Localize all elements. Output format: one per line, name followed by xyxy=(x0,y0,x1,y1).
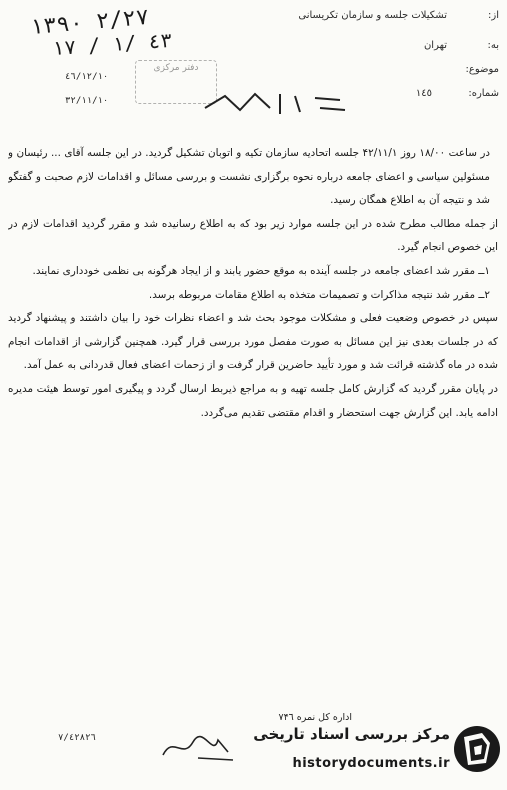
date-line-1: ٤٦/١٢/١٠ xyxy=(65,72,109,82)
sender-label: از: xyxy=(488,10,499,21)
paragraph-1: در ساعت ۱۸/۰۰ روز ۴۲/۱۱/۱ جلسه اتحادیه سازمان تکیه و اتوبان تشکیل گردید. در این جلسه آقای ... رئیسان و مسئولین سیاسی و اعضای جامعه درباره نحوه برگزاری نشست و بررسی مسائل و اقدامات لازم صحبت و گفتگو شد و نتیجه آن به اطلاع همگان رسید. xyxy=(8,147,490,207)
handwritten-number-1: ٢/٢٧ ١٣٩٠ xyxy=(29,4,151,41)
signature xyxy=(158,730,238,765)
subject-label: موضوع: xyxy=(465,64,499,75)
place-label: به: xyxy=(487,40,499,51)
archive-logo xyxy=(253,723,502,783)
number-label: شماره: xyxy=(468,88,499,99)
logo-text-en: historydocuments.ir xyxy=(292,756,450,771)
paragraph-2: از جمله مطالب مطرح شده در این جلسه موارد زیر بود که به اطلاع رسانیده شد و مقرر گردید اقدامات لازم در این خصوص انجام گیرد. xyxy=(8,217,498,254)
footer-reference: اداره کل نمره ۷۴٦ xyxy=(278,712,352,723)
paragraph-3: ۱ــ مقرر شد اعضای جامعه در جلسه آینده به موقع حضور یابند و از ایجاد هرگونه بی نظمی خودداری نمایند. xyxy=(32,264,490,277)
archive-emblem-icon xyxy=(452,723,502,775)
sender-value: تشکیلات جلسه و سازمان تکریسانی xyxy=(298,10,447,21)
place-value: تهران xyxy=(423,40,447,51)
paragraph-6: در پایان مقرر گردید که گزارش کامل جلسه تهیه و به مراجع ذیربط ارسال گردد و پیگیری امور توسط هیئت مدیره ادامه یابد. این گزارش جهت استحضار و اقدام مقتضی تقدیم می‌گردد. xyxy=(8,382,498,419)
paragraph-4: ۲ــ مقرر شد نتیجه مذاکرات و تصمیمات متخذه به اطلاع مقامات مربوطه برسد. xyxy=(148,288,490,301)
letter-body xyxy=(8,142,498,702)
logo-text-fa: مرکز بررسی اسناد تاریخی xyxy=(253,725,450,743)
date-line-2: ٣٢/١١/١٠ xyxy=(65,96,109,106)
paragraph-5: سپس در خصوص وضعیت فعلی و مشکلات موجود بحث شد و اعضاء نظرات خود را بیان داشتند و پیشنهاد گردید که در جلسات بعدی نیز این مسائل به صورت مفصل مورد بررسی قرار گیرد. همچنین گزارشی از اقدامات انجام شده در ماه گذشته قرائت شد و مورد تأیید حاضرین قرار گرفت و از زحمات اعضای فعال قدردانی به عمل آمد. xyxy=(8,312,498,372)
footer-code: ۷/٤٢٨٢٦ xyxy=(58,733,96,743)
stamp-text: دفتر مرکزی xyxy=(153,63,199,73)
number-value: ١٤٥ xyxy=(415,88,432,99)
handwritten-scribble xyxy=(200,88,350,118)
handwritten-number-2: ٤٣ /١ / ١٧ xyxy=(51,27,174,61)
